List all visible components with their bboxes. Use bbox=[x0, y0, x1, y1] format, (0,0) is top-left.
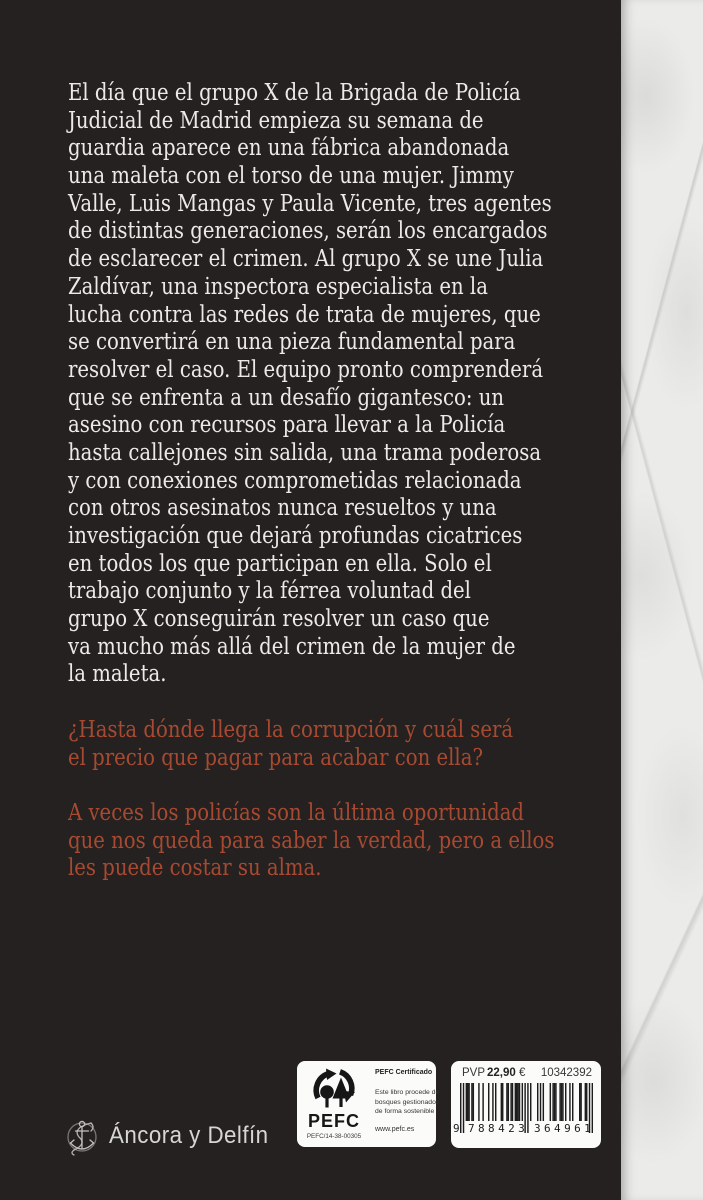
pefc-website-url: www.pefc.es bbox=[375, 1126, 415, 1133]
price-amount: 22,90 bbox=[487, 1067, 516, 1079]
product-code: 10342392 bbox=[540, 1067, 592, 1079]
pefc-description bbox=[375, 1088, 439, 1117]
text-line: en todos los que participan en ella. Solo el bbox=[68, 550, 492, 577]
text-line: bosques gestionados bbox=[375, 1098, 440, 1106]
text-line: guardia aparece en una fábrica abandonada bbox=[68, 135, 510, 162]
ean-group2: 364961 bbox=[534, 1122, 595, 1135]
text-line: asesino con recursos para llevar a la Policía bbox=[68, 412, 506, 439]
text-line: les puede costar su alma. bbox=[68, 855, 322, 882]
text-line: se convertirá en una pieza fundamental para bbox=[68, 329, 516, 356]
pefc-trees-icon bbox=[310, 1067, 358, 1115]
text-line: investigación que dejará profundas cicatrices bbox=[68, 523, 523, 549]
pefc-certification-label bbox=[297, 1061, 440, 1147]
text-line: Valle, Luis Mangas y Paula Vicente, tres agentes bbox=[68, 190, 552, 217]
ean-group1: 788423 bbox=[468, 1122, 529, 1135]
text-line: A veces los policías son la última oportunidad bbox=[68, 800, 525, 826]
text-line: Este libro procede de bbox=[375, 1089, 440, 1096]
currency-symbol: € bbox=[519, 1067, 526, 1079]
text-line: de forma sostenible bbox=[375, 1108, 435, 1115]
pvp-prefix: PVP bbox=[462, 1067, 486, 1079]
text-line: que nos queda para saber la verdad, pero a ellos bbox=[68, 827, 555, 854]
synopsis-text bbox=[68, 80, 634, 689]
text-line: que se enfrenta a un desafío gigantesco: un bbox=[68, 384, 505, 411]
text-line: Zaldívar, una inspectora especialista en la bbox=[68, 273, 488, 300]
pefc-license-number: PEFC/14-38-00305 bbox=[306, 1133, 362, 1140]
publisher-logo bbox=[62, 1112, 281, 1160]
text-line: Judicial de Madrid empieza su semana de bbox=[68, 107, 484, 134]
text-line: grupo X conseguirán resolver un caso que bbox=[68, 606, 490, 633]
pefc-wordmark: PEFC bbox=[307, 1111, 360, 1131]
text-line: hasta callejones sin salida, una trama poderosa bbox=[68, 439, 542, 466]
pefc-certified-title: PEFC Certificado bbox=[375, 1069, 433, 1076]
price-value bbox=[462, 1067, 527, 1079]
text-line: el precio que pagar para acabar con ella? bbox=[68, 744, 483, 771]
text-line: con otros asesinatos nunca resueltos y una bbox=[68, 495, 497, 522]
ean13-digits bbox=[453, 1122, 601, 1136]
text-line: va mucho más allá del crimen de la mujer de bbox=[68, 633, 516, 660]
ean-first-digit: 9 bbox=[453, 1122, 460, 1135]
ancora-delfin-emblem-icon bbox=[62, 1114, 102, 1158]
text-line: una maleta con el torso de una mujer. Jimmy bbox=[68, 163, 514, 190]
text-line: ¿Hasta dónde llega la corrupción y cuál será bbox=[68, 717, 514, 743]
text-line: El día que el grupo X de la Brigada de Policía bbox=[68, 80, 521, 106]
price-row bbox=[462, 1067, 592, 1079]
pefc-logo-column bbox=[297, 1061, 371, 1147]
text-line: trabajo conjunto y la férrea voluntad del bbox=[68, 578, 471, 605]
text-line: lucha contra las redes de trata de mujeres, que bbox=[68, 301, 541, 328]
text-line: de distintas generaciones, serán los encargados bbox=[68, 218, 548, 245]
text-line: y con conexiones comprometidas relacionada bbox=[68, 467, 522, 494]
text-line: de esclarecer el crimen. Al grupo X se une Julia bbox=[68, 246, 544, 273]
marble-background-strip bbox=[621, 0, 703, 1200]
tagline-question bbox=[68, 717, 589, 772]
text-line: la maleta. bbox=[68, 661, 167, 688]
text-line: resolver el caso. El equipo pronto comprenderá bbox=[68, 356, 544, 383]
tagline-statement bbox=[68, 800, 637, 883]
price-barcode-label bbox=[451, 1061, 601, 1148]
publisher-name: Áncora y Delfín bbox=[109, 1122, 269, 1149]
